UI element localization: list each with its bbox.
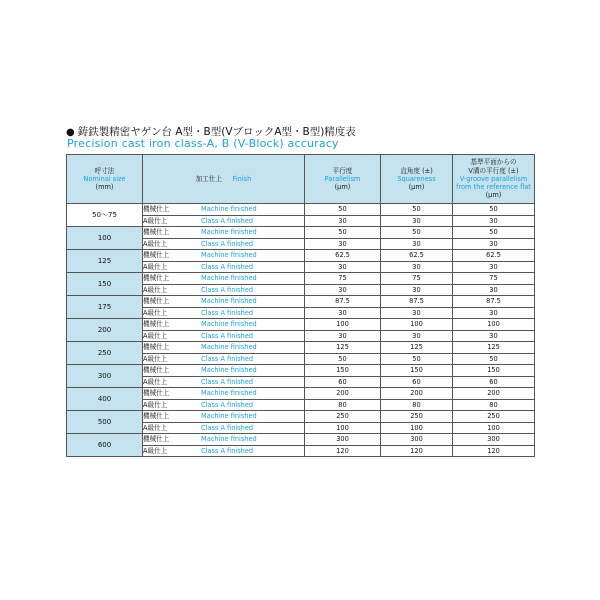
squareness-cell: 30 <box>381 330 453 342</box>
finish-en: Machine finished <box>201 205 257 213</box>
squareness-cell: 120 <box>381 445 453 457</box>
finish-en: Class A finished <box>201 239 254 248</box>
squareness-cell: 87.5 <box>381 296 453 308</box>
header-squareness <box>381 155 453 204</box>
nominal-size-cell: 125 <box>67 250 143 273</box>
parallelism-cell: 30 <box>305 261 381 273</box>
finish-en: Class A finished <box>201 216 254 225</box>
nominal-size-cell: 50～75 <box>67 204 143 227</box>
finish-en: Class A finished <box>201 331 254 340</box>
vgroove-parallelism-cell: 75 <box>453 273 535 285</box>
header-finish <box>143 155 305 204</box>
finish-cell <box>143 307 305 319</box>
nominal-size-cell: 200 <box>67 319 143 342</box>
finish-en: Machine finished <box>201 297 257 305</box>
finish-cell <box>143 204 305 216</box>
finish-en: Machine finished <box>201 343 257 351</box>
finish-cell <box>143 261 305 273</box>
finish-cell <box>143 284 305 296</box>
parallelism-cell: 50 <box>305 204 381 216</box>
header-par-en: Parallelism <box>324 174 361 183</box>
table-row <box>67 273 535 285</box>
parallelism-cell: 87.5 <box>305 296 381 308</box>
squareness-cell: 62.5 <box>381 250 453 262</box>
header-vg-jp1: 基準平面からの <box>470 158 517 167</box>
squareness-cell: 30 <box>381 284 453 296</box>
finish-jp: A級仕上 <box>143 262 168 271</box>
nominal-size-cell: 300 <box>67 365 143 388</box>
vgroove-parallelism-cell: 120 <box>453 445 535 457</box>
header-vg-jp2: V溝の平行度 (±) <box>468 166 519 175</box>
header-size-unit: (mm) <box>95 183 114 192</box>
finish-cell <box>143 227 305 239</box>
finish-jp: A級仕上 <box>143 239 168 248</box>
squareness-cell: 250 <box>381 411 453 423</box>
finish-en: Machine finished <box>201 389 257 397</box>
squareness-cell: 50 <box>381 227 453 239</box>
finish-en: Class A finished <box>201 377 254 386</box>
vgroove-parallelism-cell: 300 <box>453 434 535 446</box>
accuracy-table <box>66 154 535 457</box>
finish-cell <box>143 273 305 285</box>
parallelism-cell: 60 <box>305 376 381 388</box>
finish-jp: A級仕上 <box>143 377 168 386</box>
vgroove-parallelism-cell: 30 <box>453 284 535 296</box>
finish-jp: A級仕上 <box>143 446 168 455</box>
header-parallelism <box>305 155 381 204</box>
parallelism-cell: 50 <box>305 353 381 365</box>
squareness-cell: 50 <box>381 204 453 216</box>
finish-en: Class A finished <box>201 285 254 294</box>
table-row <box>67 204 535 216</box>
vgroove-parallelism-cell: 250 <box>453 411 535 423</box>
finish-jp: 機械仕上 <box>143 228 170 236</box>
nominal-size-cell: 400 <box>67 388 143 411</box>
header-nominal-size <box>67 155 143 204</box>
finish-cell <box>143 434 305 446</box>
bullet-icon: ● <box>66 127 75 138</box>
squareness-cell: 30 <box>381 238 453 250</box>
finish-cell <box>143 445 305 457</box>
header-sq-unit: (μm) <box>408 183 425 192</box>
parallelism-cell: 100 <box>305 319 381 331</box>
header-vg-en2: from the reference flat <box>456 183 531 192</box>
nominal-size-cell: 500 <box>67 411 143 434</box>
finish-cell <box>143 319 305 331</box>
finish-cell <box>143 342 305 354</box>
finish-jp: A級仕上 <box>143 216 168 225</box>
nominal-size-cell: 250 <box>67 342 143 365</box>
finish-jp: 機械仕上 <box>143 343 170 351</box>
finish-jp: A級仕上 <box>143 285 168 294</box>
vgroove-parallelism-cell: 100 <box>453 319 535 331</box>
parallelism-cell: 120 <box>305 445 381 457</box>
finish-jp: 機械仕上 <box>143 274 170 282</box>
table-body <box>67 204 535 457</box>
squareness-cell: 75 <box>381 273 453 285</box>
vgroove-parallelism-cell: 100 <box>453 422 535 434</box>
parallelism-cell: 300 <box>305 434 381 446</box>
finish-jp: 機械仕上 <box>143 366 170 374</box>
title-jp-text: 鋳鉄製精密ヤゲン台 A型・B型(VブロックA型・B型)精度表 <box>77 126 356 138</box>
header-row <box>67 155 535 204</box>
finish-en: Class A finished <box>201 354 254 363</box>
finish-jp: A級仕上 <box>143 331 168 340</box>
table-row <box>67 296 535 308</box>
finish-jp: 機械仕上 <box>143 320 170 328</box>
finish-jp: A級仕上 <box>143 423 168 432</box>
vgroove-parallelism-cell: 125 <box>453 342 535 354</box>
finish-jp: 機械仕上 <box>143 251 170 259</box>
finish-cell <box>143 365 305 377</box>
vgroove-parallelism-cell: 30 <box>453 261 535 273</box>
finish-cell <box>143 296 305 308</box>
finish-cell <box>143 411 305 423</box>
finish-cell <box>143 215 305 227</box>
vgroove-parallelism-cell: 60 <box>453 376 535 388</box>
parallelism-cell: 30 <box>305 238 381 250</box>
parallelism-cell: 30 <box>305 330 381 342</box>
squareness-cell: 100 <box>381 422 453 434</box>
finish-en: Machine finished <box>201 435 257 443</box>
header-vgroove <box>453 155 535 204</box>
squareness-cell: 50 <box>381 353 453 365</box>
header-sq-jp: 直角度 (±) <box>400 166 433 175</box>
table-row <box>67 319 535 331</box>
parallelism-cell: 80 <box>305 399 381 411</box>
header-sq-en: Squareness <box>397 174 436 183</box>
finish-en: Class A finished <box>201 400 254 409</box>
parallelism-cell: 125 <box>305 342 381 354</box>
finish-en: Machine finished <box>201 274 257 282</box>
table-row <box>67 342 535 354</box>
vgroove-parallelism-cell: 200 <box>453 388 535 400</box>
squareness-cell: 150 <box>381 365 453 377</box>
parallelism-cell: 100 <box>305 422 381 434</box>
nominal-size-cell: 150 <box>67 273 143 296</box>
header-finish-en: Finish <box>232 174 252 183</box>
squareness-cell: 60 <box>381 376 453 388</box>
table-row <box>67 227 535 239</box>
vgroove-parallelism-cell: 30 <box>453 238 535 250</box>
parallelism-cell: 150 <box>305 365 381 377</box>
vgroove-parallelism-cell: 80 <box>453 399 535 411</box>
squareness-cell: 300 <box>381 434 453 446</box>
squareness-cell: 30 <box>381 215 453 227</box>
parallelism-cell: 50 <box>305 227 381 239</box>
parallelism-cell: 75 <box>305 273 381 285</box>
finish-cell <box>143 250 305 262</box>
vgroove-parallelism-cell: 87.5 <box>453 296 535 308</box>
finish-jp: 機械仕上 <box>143 297 170 305</box>
squareness-cell: 200 <box>381 388 453 400</box>
table-row <box>67 434 535 446</box>
finish-jp: A級仕上 <box>143 400 168 409</box>
finish-en: Class A finished <box>201 423 254 432</box>
table-row <box>67 411 535 423</box>
header-par-jp: 平行度 <box>332 166 353 175</box>
finish-jp: 機械仕上 <box>143 389 170 397</box>
vgroove-parallelism-cell: 50 <box>453 227 535 239</box>
finish-cell <box>143 238 305 250</box>
header-finish-jp: 加工仕上 <box>195 174 223 183</box>
table-row <box>67 365 535 377</box>
table-row <box>67 250 535 262</box>
vgroove-parallelism-cell: 30 <box>453 307 535 319</box>
finish-en: Machine finished <box>201 412 257 420</box>
vgroove-parallelism-cell: 50 <box>453 353 535 365</box>
header-size-jp: 呼寸法 <box>94 166 115 175</box>
finish-jp: 機械仕上 <box>143 205 170 213</box>
squareness-cell: 100 <box>381 319 453 331</box>
finish-jp: 機械仕上 <box>143 435 170 443</box>
nominal-size-cell: 100 <box>67 227 143 250</box>
vgroove-parallelism-cell: 30 <box>453 215 535 227</box>
squareness-cell: 80 <box>381 399 453 411</box>
header-par-unit: (μm) <box>334 183 351 192</box>
squareness-cell: 30 <box>381 307 453 319</box>
finish-cell <box>143 330 305 342</box>
header-vg-unit: (μm) <box>485 191 502 200</box>
squareness-cell: 30 <box>381 261 453 273</box>
parallelism-cell: 30 <box>305 307 381 319</box>
vgroove-parallelism-cell: 150 <box>453 365 535 377</box>
header-size-en: Nominal size <box>83 174 126 183</box>
parallelism-cell: 30 <box>305 284 381 296</box>
header-vg-en1: V-groove parallelism <box>459 174 528 183</box>
finish-en: Machine finished <box>201 366 257 374</box>
vgroove-parallelism-cell: 62.5 <box>453 250 535 262</box>
finish-jp: A級仕上 <box>143 354 168 363</box>
finish-cell <box>143 399 305 411</box>
finish-en: Class A finished <box>201 308 254 317</box>
finish-cell <box>143 422 305 434</box>
table-title-en: Precision cast iron class-A, B (V-Block) accuracy <box>67 137 339 150</box>
parallelism-cell: 30 <box>305 215 381 227</box>
finish-cell <box>143 353 305 365</box>
nominal-size-cell: 175 <box>67 296 143 319</box>
finish-jp: 機械仕上 <box>143 412 170 420</box>
squareness-cell: 125 <box>381 342 453 354</box>
vgroove-parallelism-cell: 30 <box>453 330 535 342</box>
finish-en: Machine finished <box>201 251 257 259</box>
nominal-size-cell: 600 <box>67 434 143 457</box>
parallelism-cell: 250 <box>305 411 381 423</box>
finish-en: Class A finished <box>201 446 254 455</box>
parallelism-cell: 200 <box>305 388 381 400</box>
vgroove-parallelism-cell: 50 <box>453 204 535 216</box>
finish-cell <box>143 388 305 400</box>
finish-en: Machine finished <box>201 228 257 236</box>
table-row <box>67 388 535 400</box>
finish-cell <box>143 376 305 388</box>
finish-en: Class A finished <box>201 262 254 271</box>
finish-jp: A級仕上 <box>143 308 168 317</box>
finish-en: Machine finished <box>201 320 257 328</box>
parallelism-cell: 62.5 <box>305 250 381 262</box>
